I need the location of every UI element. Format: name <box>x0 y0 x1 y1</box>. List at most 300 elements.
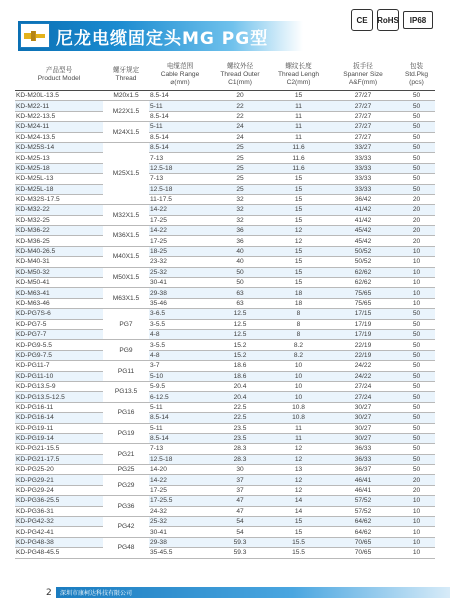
cell-thread-outer: 47 <box>211 496 269 506</box>
cable-gland-logo-icon <box>23 28 47 44</box>
cell-product-model: KD-M63-41 <box>15 288 103 298</box>
table-row <box>15 537 435 547</box>
col-header-cn: 螺牙规定 <box>112 67 140 74</box>
cell-spanner-size: 46/41 <box>328 475 398 485</box>
col-header-en: Product Model <box>37 75 81 82</box>
col-header-cn: 螺纹外径 <box>226 63 254 70</box>
cell-product-model: KD-PG25-20 <box>15 465 103 475</box>
cell-std-pkg: 20 <box>398 205 435 215</box>
cell-thread-length: 8.2 <box>269 350 328 360</box>
cell-cable-range: 7-13 <box>149 153 211 163</box>
cell-thread-length: 11 <box>269 433 328 443</box>
cell-cable-range: 24-32 <box>149 506 211 516</box>
cell-std-pkg: 50 <box>398 142 435 152</box>
cell-thread: M24X1.5 <box>103 122 149 143</box>
col-header-thread-outer <box>211 60 269 91</box>
cell-thread: M22X1.5 <box>103 101 149 122</box>
cell-spanner-size: 62/62 <box>328 267 398 277</box>
cell-std-pkg: 10 <box>398 246 435 256</box>
cell-product-model: KD-M25-13 <box>15 153 103 163</box>
cell-spanner-size: 27/27 <box>328 122 398 132</box>
cell-product-model: KD-M24-11 <box>15 122 103 132</box>
cell-product-model: KD-M20L-13.5 <box>15 91 103 101</box>
table-row <box>15 309 435 319</box>
cell-std-pkg: 50 <box>398 329 435 339</box>
cell-thread-length: 15 <box>269 246 328 256</box>
cell-thread-outer: 32 <box>211 215 269 225</box>
cell-cable-range: 5-11 <box>149 423 211 433</box>
cell-product-model: KD-M22-13.5 <box>15 111 103 121</box>
cell-thread-length: 15 <box>269 517 328 527</box>
cell-thread-length: 14 <box>269 506 328 516</box>
cell-cable-range: 23-32 <box>149 257 211 267</box>
cell-cable-range: 30-41 <box>149 278 211 288</box>
cell-thread-outer: 40 <box>211 257 269 267</box>
table-row <box>15 433 435 443</box>
cell-cable-range: 11-17.5 <box>149 194 211 204</box>
table-row <box>15 350 435 360</box>
cell-thread: PG7 <box>103 309 149 340</box>
cell-thread-length: 10 <box>269 371 328 381</box>
cell-spanner-size: 27/27 <box>328 101 398 111</box>
cell-cable-range: 35-45.5 <box>149 548 211 558</box>
cell-thread-outer: 12.5 <box>211 319 269 329</box>
cell-product-model: KD-PG19-11 <box>15 423 103 433</box>
cell-spanner-size: 17/15 <box>328 309 398 319</box>
cell-product-model: KD-M32-25 <box>15 215 103 225</box>
cell-cable-range: 7-13 <box>149 174 211 184</box>
col-header-cable-range <box>149 60 211 91</box>
cell-std-pkg: 50 <box>398 163 435 173</box>
cell-thread-length: 12 <box>269 454 328 464</box>
cell-cable-range: 8.5-14 <box>149 91 211 101</box>
cell-thread-outer: 22.5 <box>211 413 269 423</box>
cell-thread-outer: 23.5 <box>211 423 269 433</box>
cell-thread: M40X1.5 <box>103 246 149 267</box>
cell-thread-outer: 25 <box>211 184 269 194</box>
ip68-mark-icon: IP68 <box>403 11 433 29</box>
col-header-en: Thread Lengh <box>277 71 320 78</box>
cell-thread-length: 11 <box>269 101 328 111</box>
cell-product-model: KD-PG13.5-12.5 <box>15 392 103 402</box>
cell-thread-length: 12 <box>269 475 328 485</box>
cell-std-pkg: 50 <box>398 361 435 371</box>
cell-product-model: KD-PG11-10 <box>15 371 103 381</box>
cell-thread-outer: 59.3 <box>211 537 269 547</box>
cell-spanner-size: 75/65 <box>328 288 398 298</box>
cell-cable-range: 17-25 <box>149 236 211 246</box>
table-row <box>15 91 435 101</box>
cell-product-model: KD-M25-18 <box>15 163 103 173</box>
cell-thread-outer: 50 <box>211 267 269 277</box>
company-name: 深圳市康柯达科技有限公司 <box>60 590 133 597</box>
cell-thread-outer: 20 <box>211 91 269 101</box>
cell-thread-outer: 36 <box>211 236 269 246</box>
cell-thread-length: 18 <box>269 288 328 298</box>
cell-cable-range: 3-5.5 <box>149 319 211 329</box>
cell-std-pkg: 50 <box>398 350 435 360</box>
table-row <box>15 194 435 204</box>
cell-spanner-size: 70/65 <box>328 537 398 547</box>
cell-spanner-size: 64/62 <box>328 527 398 537</box>
cell-thread: M20x1.5 <box>103 91 149 101</box>
col-header-cn: 扳手径 <box>353 63 373 70</box>
cell-std-pkg: 20 <box>398 236 435 246</box>
cell-thread-outer: 20.4 <box>211 381 269 391</box>
cell-thread: PG13.5 <box>103 381 149 402</box>
table-row <box>15 340 435 350</box>
table-row <box>15 465 435 475</box>
cell-spanner-size: 45/42 <box>328 236 398 246</box>
cell-std-pkg: 50 <box>398 433 435 443</box>
cell-std-pkg: 50 <box>398 465 435 475</box>
table-row <box>15 257 435 267</box>
col-header-en: Std.Pkg <box>404 71 429 78</box>
cell-spanner-size: 24/22 <box>328 361 398 371</box>
col-header-cn: 螺纹长度 <box>285 63 312 70</box>
cell-spanner-size: 30/27 <box>328 433 398 443</box>
cell-thread-length: 18 <box>269 298 328 308</box>
cell-spanner-size: 22/19 <box>328 340 398 350</box>
cell-spanner-size: 70/65 <box>328 548 398 558</box>
table-row <box>15 475 435 485</box>
page-header <box>0 0 450 58</box>
cell-thread: M25X1.5 <box>103 142 149 204</box>
table-row <box>15 371 435 381</box>
table-row <box>15 506 435 516</box>
cell-cable-range: 3-6.5 <box>149 309 211 319</box>
cell-thread-outer: 23.5 <box>211 433 269 443</box>
cell-thread-outer: 36 <box>211 226 269 236</box>
cell-thread-length: 15 <box>269 278 328 288</box>
cell-thread-length: 11.6 <box>269 153 328 163</box>
cell-std-pkg: 10 <box>398 278 435 288</box>
cell-cable-range: 8.5-14 <box>149 132 211 142</box>
cell-std-pkg: 50 <box>398 402 435 412</box>
cell-product-model: KD-M25L-13 <box>15 174 103 184</box>
cell-thread: M50X1.5 <box>103 267 149 288</box>
cell-product-model: KD-PG48-45.5 <box>15 548 103 558</box>
table-row <box>15 111 435 121</box>
cell-thread-outer: 30 <box>211 465 269 475</box>
cell-spanner-size: 41/42 <box>328 215 398 225</box>
col-header-model <box>15 60 103 91</box>
cell-cable-range: 5-11 <box>149 122 211 132</box>
cell-std-pkg: 20 <box>398 194 435 204</box>
cell-thread-length: 13 <box>269 465 328 475</box>
cell-std-pkg: 50 <box>398 371 435 381</box>
cell-spanner-size: 57/52 <box>328 496 398 506</box>
cell-product-model: KD-PG48-38 <box>15 537 103 547</box>
cell-cable-range: 14-20 <box>149 465 211 475</box>
cell-cable-range: 17-25.5 <box>149 496 211 506</box>
cell-thread-outer: 18.6 <box>211 361 269 371</box>
table-header-row <box>15 60 435 91</box>
cell-thread-length: 8 <box>269 329 328 339</box>
cell-spanner-size: 36/42 <box>328 194 398 204</box>
cell-thread-outer: 37 <box>211 475 269 485</box>
cell-std-pkg: 50 <box>398 454 435 464</box>
cell-thread-length: 14 <box>269 496 328 506</box>
cell-std-pkg: 50 <box>398 91 435 101</box>
cell-std-pkg: 50 <box>398 444 435 454</box>
cell-thread-length: 15 <box>269 257 328 267</box>
cell-product-model: KD-M50-41 <box>15 278 103 288</box>
brand-logo <box>20 23 50 48</box>
cell-cable-range: 25-32 <box>149 267 211 277</box>
table-row <box>15 423 435 433</box>
table-row <box>15 236 435 246</box>
col-header-unit: C2(mm) <box>286 79 311 86</box>
cell-std-pkg: 50 <box>398 101 435 111</box>
table-row <box>15 413 435 423</box>
cell-thread-outer: 54 <box>211 517 269 527</box>
cell-thread-length: 10 <box>269 392 328 402</box>
cell-thread-length: 15 <box>269 91 328 101</box>
cell-cable-range: 4-8 <box>149 350 211 360</box>
cell-cable-range: 35-46 <box>149 298 211 308</box>
cell-spanner-size: 27/24 <box>328 381 398 391</box>
table-row <box>15 101 435 111</box>
table-row <box>15 184 435 194</box>
page-number: 2 <box>46 588 52 598</box>
cell-product-model: KD-M32S-17.5 <box>15 194 103 204</box>
cell-thread-outer: 12.5 <box>211 309 269 319</box>
cell-thread-outer: 22 <box>211 111 269 121</box>
cell-cable-range: 12.5-18 <box>149 184 211 194</box>
col-header-unit: A&F(mm) <box>348 79 378 86</box>
cell-spanner-size: 27/27 <box>328 111 398 121</box>
cell-thread-length: 12 <box>269 226 328 236</box>
page-footer <box>0 586 450 614</box>
cell-cable-range: 5-10 <box>149 371 211 381</box>
cell-spanner-size: 64/62 <box>328 517 398 527</box>
cell-std-pkg: 50 <box>398 132 435 142</box>
cell-thread: PG48 <box>103 537 149 558</box>
cell-spanner-size: 33/33 <box>328 174 398 184</box>
table-row <box>15 392 435 402</box>
cell-std-pkg: 50 <box>398 111 435 121</box>
cell-product-model: KD-M32-22 <box>15 205 103 215</box>
table-row <box>15 226 435 236</box>
table-row <box>15 132 435 142</box>
table-body <box>15 91 435 559</box>
cell-spanner-size: 36/37 <box>328 465 398 475</box>
col-header-unit: ⌀(mm) <box>170 79 190 86</box>
table-row <box>15 527 435 537</box>
cell-cable-range: 8.5-14 <box>149 142 211 152</box>
table-row <box>15 174 435 184</box>
col-header-std-pkg <box>398 60 435 91</box>
cell-thread-outer: 25 <box>211 153 269 163</box>
cell-thread-length: 10 <box>269 361 328 371</box>
cell-thread-outer: 25 <box>211 163 269 173</box>
table-row <box>15 485 435 495</box>
cell-std-pkg: 20 <box>398 215 435 225</box>
cell-thread-length: 8.2 <box>269 340 328 350</box>
cell-thread-outer: 12.5 <box>211 329 269 339</box>
cell-thread-length: 15.5 <box>269 548 328 558</box>
table-row <box>15 361 435 371</box>
cell-product-model: KD-PG11-7 <box>15 361 103 371</box>
cell-cable-range: 14-22 <box>149 226 211 236</box>
cell-spanner-size: 57/52 <box>328 506 398 516</box>
cell-cable-range: 5-11 <box>149 101 211 111</box>
cell-thread-length: 15 <box>269 205 328 215</box>
cell-std-pkg: 50 <box>398 423 435 433</box>
cell-cable-range: 5-11 <box>149 402 211 412</box>
table-row <box>15 496 435 506</box>
cell-thread-length: 12 <box>269 444 328 454</box>
cell-product-model: KD-M24-13.5 <box>15 132 103 142</box>
cell-spanner-size: 27/24 <box>328 392 398 402</box>
cell-thread-outer: 28.3 <box>211 454 269 464</box>
cell-product-model: KD-PG9-5.5 <box>15 340 103 350</box>
cell-product-model: KD-PG36-31 <box>15 506 103 516</box>
cell-product-model: KD-M50-32 <box>15 267 103 277</box>
cell-thread: M36X1.5 <box>103 226 149 247</box>
table-row <box>15 298 435 308</box>
cell-thread-outer: 22.5 <box>211 402 269 412</box>
cell-product-model: KD-PG21-15.5 <box>15 444 103 454</box>
table-row <box>15 381 435 391</box>
cell-product-model: KD-PG13.5-9 <box>15 381 103 391</box>
cell-std-pkg: 50 <box>398 392 435 402</box>
table-row <box>15 278 435 288</box>
cell-std-pkg: 50 <box>398 174 435 184</box>
cell-thread: PG19 <box>103 423 149 444</box>
cell-thread-length: 10.8 <box>269 413 328 423</box>
cell-cable-range: 25-32 <box>149 517 211 527</box>
table-row <box>15 122 435 132</box>
cell-spanner-size: 33/27 <box>328 142 398 152</box>
cell-std-pkg: 50 <box>398 413 435 423</box>
cell-thread-outer: 63 <box>211 298 269 308</box>
cell-std-pkg: 10 <box>398 267 435 277</box>
col-header-cn: 产品型号 <box>45 67 73 74</box>
table-row <box>15 444 435 454</box>
cell-cable-range: 7-13 <box>149 444 211 454</box>
cell-std-pkg: 10 <box>398 517 435 527</box>
cell-thread: M32X1.5 <box>103 205 149 226</box>
col-header-thread-length <box>269 60 328 91</box>
cell-std-pkg: 50 <box>398 381 435 391</box>
cell-thread-length: 8 <box>269 319 328 329</box>
cell-std-pkg: 50 <box>398 319 435 329</box>
cell-spanner-size: 17/19 <box>328 329 398 339</box>
cell-spanner-size: 50/52 <box>328 246 398 256</box>
cell-product-model: KD-PG16-14 <box>15 413 103 423</box>
cell-thread: PG36 <box>103 496 149 517</box>
cell-thread-length: 11 <box>269 122 328 132</box>
cell-cable-range: 29-38 <box>149 537 211 547</box>
cell-spanner-size: 36/33 <box>328 444 398 454</box>
spec-table <box>15 60 435 559</box>
cell-thread-length: 11.6 <box>269 163 328 173</box>
cell-product-model: KD-PG7-7 <box>15 329 103 339</box>
cell-std-pkg: 10 <box>398 506 435 516</box>
cell-thread-outer: 32 <box>211 205 269 215</box>
cell-std-pkg: 10 <box>398 288 435 298</box>
cell-product-model: KD-M40-31 <box>15 257 103 267</box>
cell-std-pkg: 50 <box>398 340 435 350</box>
rohs-mark-icon: RoHS <box>377 9 399 31</box>
cell-thread-length: 15 <box>269 527 328 537</box>
cell-std-pkg: 50 <box>398 309 435 319</box>
cell-thread: PG11 <box>103 361 149 382</box>
cell-std-pkg: 20 <box>398 226 435 236</box>
cell-product-model: KD-PG9-7.5 <box>15 350 103 360</box>
cell-spanner-size: 27/27 <box>328 91 398 101</box>
cell-spanner-size: 45/42 <box>328 226 398 236</box>
col-header-en: Spanner Size <box>343 71 383 78</box>
cell-std-pkg: 10 <box>398 537 435 547</box>
table-row <box>15 517 435 527</box>
page-title: 尼龙电缆固定头MG PG型 <box>56 29 269 49</box>
cell-spanner-size: 75/65 <box>328 298 398 308</box>
cell-thread-length: 12 <box>269 236 328 246</box>
cell-std-pkg: 50 <box>398 153 435 163</box>
cell-cable-range: 4-8 <box>149 329 211 339</box>
cell-product-model: KD-M36-25 <box>15 236 103 246</box>
table-row <box>15 548 435 558</box>
col-header-en: Thread Outer <box>220 71 260 78</box>
cell-thread-outer: 15.2 <box>211 350 269 360</box>
cell-thread-length: 11.6 <box>269 142 328 152</box>
cell-thread-outer: 24 <box>211 132 269 142</box>
cell-product-model: KD-PG42-41 <box>15 527 103 537</box>
table-row <box>15 267 435 277</box>
cell-thread-length: 10 <box>269 381 328 391</box>
cell-product-model: KD-PG42-32 <box>15 517 103 527</box>
cell-thread: PG29 <box>103 475 149 496</box>
cell-thread-outer: 40 <box>211 246 269 256</box>
cell-cable-range: 17-25 <box>149 485 211 495</box>
cell-thread-length: 15.5 <box>269 537 328 547</box>
cell-product-model: KD-M40-26.5 <box>15 246 103 256</box>
cell-thread-length: 15 <box>269 267 328 277</box>
cell-product-model: KD-M25S-14 <box>15 142 103 152</box>
cell-std-pkg: 20 <box>398 475 435 485</box>
cell-thread-outer: 37 <box>211 485 269 495</box>
cell-cable-range: 17-25 <box>149 215 211 225</box>
cell-cable-range: 12.5-18 <box>149 163 211 173</box>
table-row <box>15 163 435 173</box>
cell-cable-range: 3-5.5 <box>149 340 211 350</box>
col-header-spanner-size <box>328 60 398 91</box>
cell-cable-range: 14-22 <box>149 475 211 485</box>
cell-cable-range: 30-41 <box>149 527 211 537</box>
table-row <box>15 402 435 412</box>
table-row <box>15 153 435 163</box>
cell-thread: PG21 <box>103 444 149 465</box>
cell-thread-outer: 54 <box>211 527 269 537</box>
cell-thread-outer: 47 <box>211 506 269 516</box>
cell-spanner-size: 62/62 <box>328 278 398 288</box>
table-row <box>15 215 435 225</box>
cell-cable-range: 5-9.5 <box>149 381 211 391</box>
cell-product-model: KD-PG7S-6 <box>15 309 103 319</box>
cell-thread-length: 12 <box>269 485 328 495</box>
cell-std-pkg: 50 <box>398 184 435 194</box>
cell-cable-range: 29-38 <box>149 288 211 298</box>
cell-thread-outer: 18.6 <box>211 371 269 381</box>
cell-cable-range: 8.5-14 <box>149 413 211 423</box>
table-row <box>15 288 435 298</box>
cell-thread-outer: 22 <box>211 101 269 111</box>
col-header-en: Thread <box>115 75 137 82</box>
cell-cable-range: 3-7 <box>149 361 211 371</box>
